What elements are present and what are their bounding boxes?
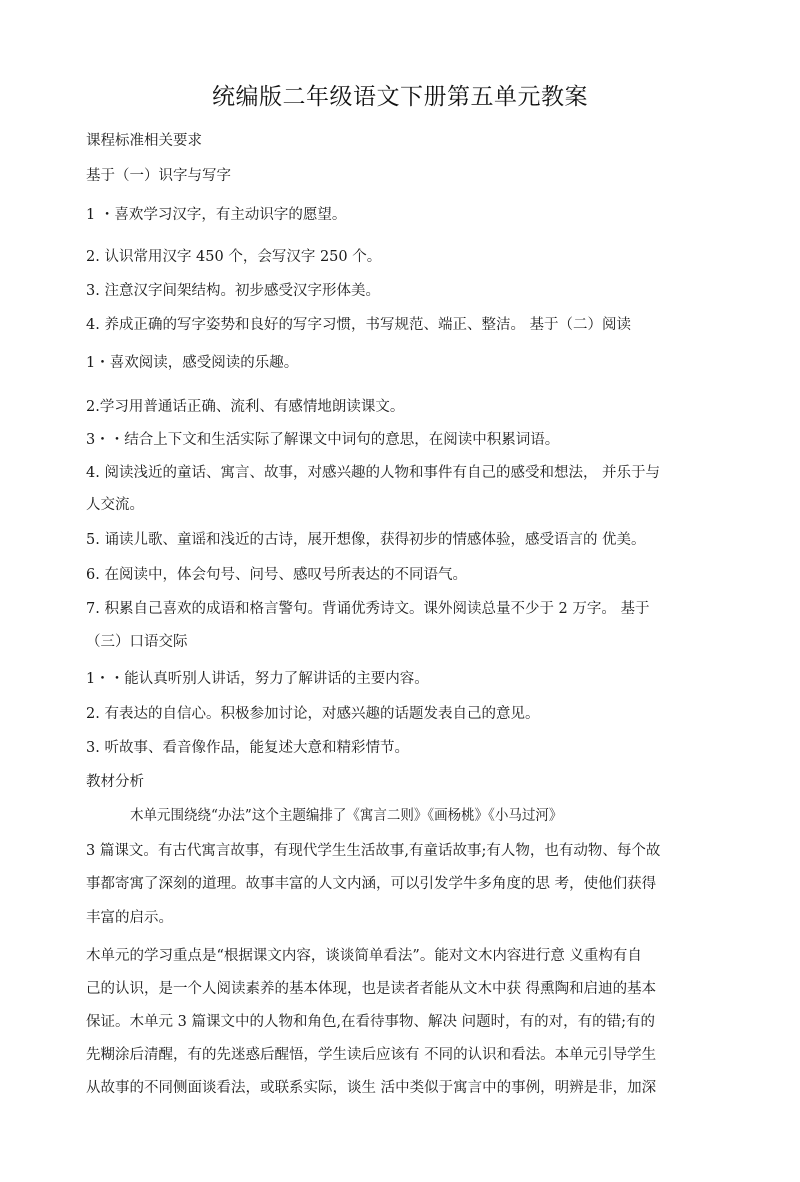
paragraph-line: 木单元的学习重点是“根据课文内容，谈谈简单看法”。能对文木内容进行意 义重构有自 xyxy=(86,948,642,964)
paragraph-line: 3. 听故事、看音像作品，能复述大意和精彩情节。 xyxy=(86,740,409,756)
paragraph-line: 1・・能认真听别人讲话，努力了解讲话的主要内容。 xyxy=(86,671,429,687)
paragraph-line: 3 篇课文。有古代寓言故事，有现代学生生活故事,有童话故事;有人物，也有动物、每个故 xyxy=(86,843,661,859)
paragraph-line: 人交流。 xyxy=(86,497,144,513)
paragraph-line: 7. 积累自己喜欢的成语和格言警句。背诵优秀诗文。课外阅读总量不少于 2 万字。 基于 xyxy=(86,601,650,617)
paragraph-line: 保证。木单元 3 篇课文中的人物和角色,在看待事物、解决 问题时，有的对，有的错;有的 xyxy=(86,1014,656,1030)
paragraph-line: 1・喜欢阅读，感受阅读的乐趣。 xyxy=(86,355,299,371)
paragraph-line: 3. 注意汉字间架结构。初步感受汉字形体美。 xyxy=(86,283,380,299)
paragraph-line: 2. 认识常用汉字 450 个，会写汉字 250 个。 xyxy=(86,249,382,265)
document-title: 统编版二年级语文下册第五单元教案 xyxy=(212,84,588,110)
paragraph-line: 6. 在阅读中，体会句号、问号、感叹号所表达的不同语气。 xyxy=(86,567,467,583)
paragraph-line: 4. 阅读浅近的童话、寓言、故事，对感兴趣的人物和事件有自己的感受和想法， 并乐于与 xyxy=(86,465,661,481)
section-heading-curriculum: 课程标准相关要求 xyxy=(86,133,202,149)
paragraph-line: 4. 养成正确的写字姿势和良好的写字习惯，书写规范、端正、整洁。 基于（二）阅读 xyxy=(86,317,632,333)
subsection-heading-literacy: 基于（一）识字与写字 xyxy=(86,168,231,184)
paragraph-line: 木单元围绕绕“办法”这个主题编排了《寓言二则》《画杨桃》《小马过河》 xyxy=(130,808,563,824)
paragraph-line: 事都寄寓了深刻的道理。故事丰富的人文内涵，可以引发学牛多角度的思 考，使他们获得 xyxy=(86,876,657,892)
paragraph-line: 己的认识，是一个人阅读素养的基本体现，也是读者者能从文木中获 得熏陶和启迪的基本 xyxy=(86,981,657,997)
paragraph-line: 5. 诵读儿歌、童谣和浅近的古诗，展开想像，获得初步的情感体验，感受语言的 优美。 xyxy=(86,532,646,548)
paragraph-line: 1 ・喜欢学习汉字，有主动识字的愿望。 xyxy=(86,207,347,223)
paragraph-line: 先糊涂后清醒，有的先迷惑后醒悟，学生读后应该有 不同的认识和看法。本单元引导学生 xyxy=(86,1047,657,1063)
paragraph-line: 丰富的启示。 xyxy=(86,910,173,926)
paragraph-line: 从故事的不同侧面谈看法，或联系实际，谈生 活中类似于寓言中的事例，明辨是非，加深 xyxy=(86,1080,657,1096)
paragraph-line: 3・・结合上下文和生活实际了解课文中词句的意思，在阅读中积累词语。 xyxy=(86,432,560,448)
paragraph-line: 2. 有表达的自信心。积极参加讨论，对感兴趣的话题发表自己的意见。 xyxy=(86,706,540,722)
paragraph-line: 2.学习用普通话正确、流利、有感情地朗读课文。 xyxy=(86,399,405,415)
paragraph-line: （三）口语交际 xyxy=(86,634,188,650)
section-heading-analysis: 教材分析 xyxy=(86,774,144,790)
